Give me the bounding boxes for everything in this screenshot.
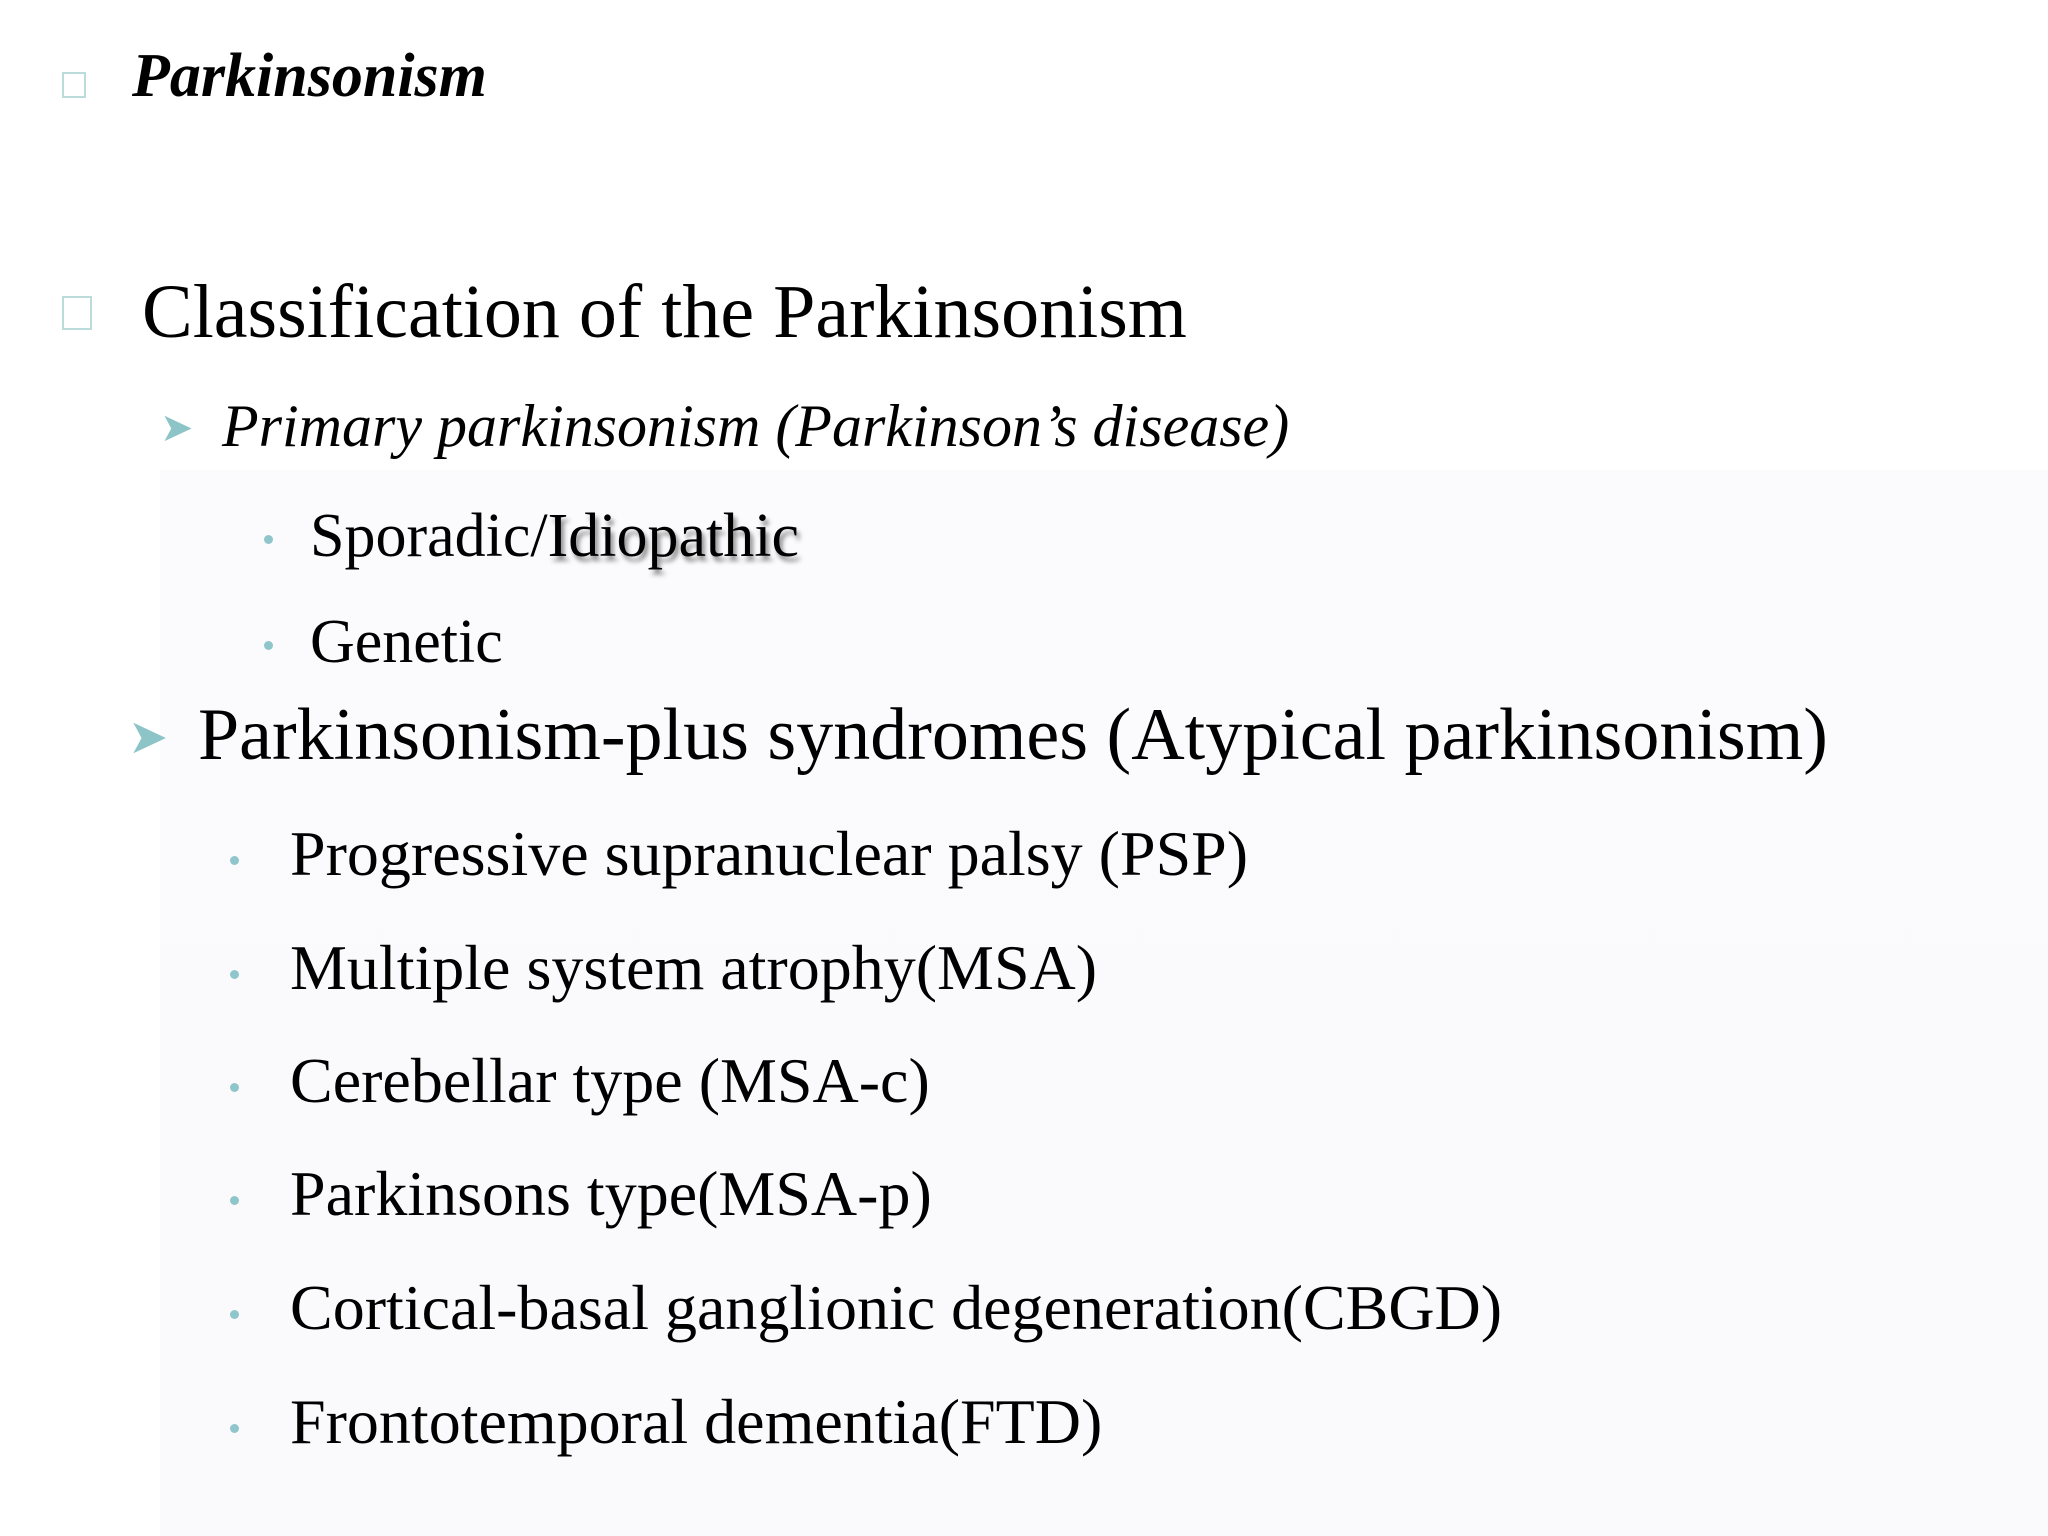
dot-bullet-icon: [230, 1310, 239, 1319]
parkinsonism-plus-label: Parkinsonism-plus syndromes (Atypical parkinsonism): [198, 694, 1828, 776]
dot-bullet-icon: [264, 641, 273, 650]
list-item-msa: Multiple system atrophy(MSA): [290, 932, 1098, 1003]
list-item-genetic: Genetic: [310, 608, 503, 676]
section-title: Classification of the Parkinsonism: [142, 270, 1187, 354]
primary-parkinsonism-label: Primary parkinsonism (Parkinson’s disease): [222, 393, 1290, 459]
dot-bullet-icon: [230, 1424, 239, 1433]
list-item-sporadic: [310, 502, 799, 570]
list-item-cbgd: Cortical-basal ganglionic degeneration(CBGD): [290, 1272, 1503, 1343]
sporadic-text: Sporadic/: [310, 502, 548, 570]
dot-bullet-icon: [230, 1196, 239, 1205]
list-item-psp: Progressive supranuclear palsy (PSP): [290, 818, 1249, 889]
arrow-bullet-icon: ➤: [128, 711, 169, 764]
list-item-msa-c: Cerebellar type (MSA-c): [290, 1045, 930, 1116]
dot-bullet-icon: [230, 1083, 239, 1092]
list-item-msa-p: Parkinsons type(MSA-p): [290, 1158, 932, 1229]
square-bullet-icon: [62, 296, 92, 330]
slide-heading: Parkinsonism: [132, 42, 487, 110]
arrow-bullet-icon: ➤: [160, 405, 194, 450]
dot-bullet-icon: [264, 535, 273, 544]
dot-bullet-icon: [230, 856, 239, 865]
list-item-ftd: Frontotemporal dementia(FTD): [290, 1386, 1103, 1457]
idiopathic-text: Idiopathic: [547, 502, 799, 570]
dot-bullet-icon: [230, 970, 239, 979]
square-bullet-icon: [62, 72, 86, 98]
